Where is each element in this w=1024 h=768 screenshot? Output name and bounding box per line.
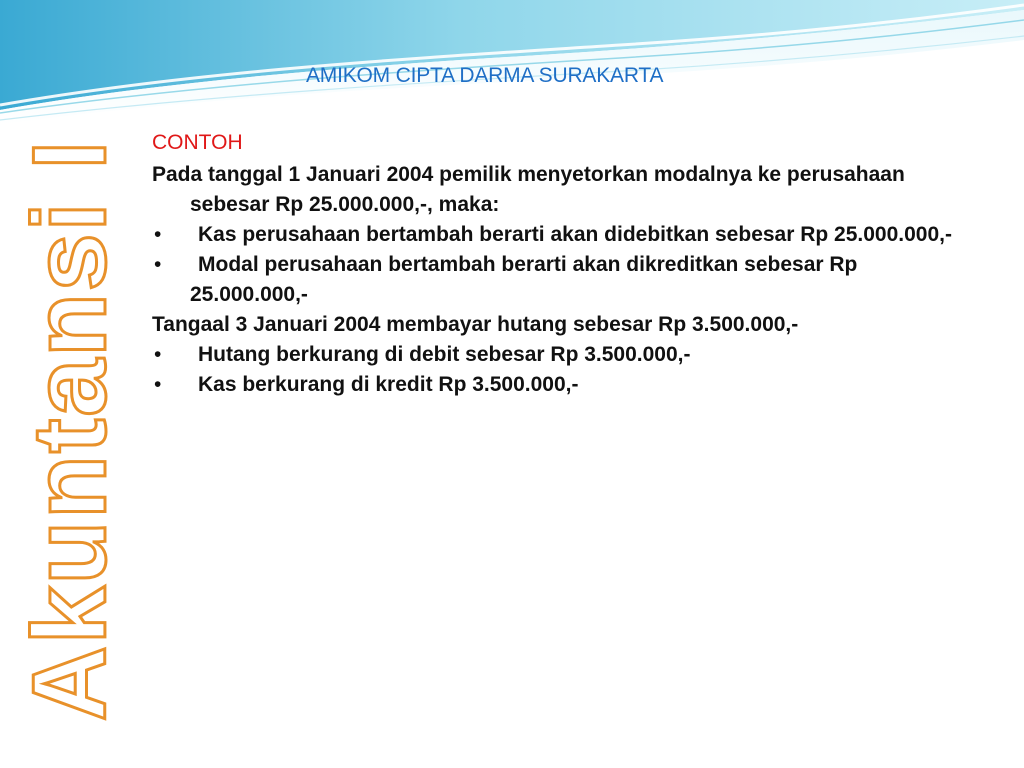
side-title-vertical: [12, 115, 128, 745]
bullet-item: [152, 220, 972, 250]
paragraph-1: Pada tanggal 1 Januari 2004 pemilik menyetorkan modalnya ke perusahaan sebesar Rp 25.000.000,-, maka:: [152, 163, 905, 216]
header-title: AMIKOM CIPTA DARMA SURAKARTA: [306, 64, 664, 87]
bullet-text: Kas perusahaan bertambah berarti akan didebitkan sebesar Rp 25.000.000,-: [198, 223, 952, 246]
bullet-dot: •: [154, 253, 162, 276]
bullet-item: [152, 370, 972, 400]
bullet-text: Kas berkurang di kredit Rp 3.500.000,-: [198, 373, 579, 396]
bullet-dot: •: [154, 343, 162, 366]
bullet-item: [152, 340, 972, 370]
bullet-dot: •: [154, 223, 162, 246]
bullet-text: Hutang berkurang di debit sebesar Rp 3.500.000,-: [198, 343, 691, 366]
content-body: [152, 128, 972, 400]
bullet-text: Modal perusahaan bertambah berarti akan dikreditkan sebesar Rp 25.000.000,-: [190, 253, 858, 306]
bullet-dot: •: [154, 373, 162, 396]
paragraph-2: Tangaal 3 Januari 2004 membayar hutang sebesar Rp 3.500.000,-: [152, 313, 799, 336]
side-title-text: Akuntansi I: [12, 138, 128, 722]
content-heading: CONTOH: [152, 131, 243, 154]
bullet-item: [152, 250, 972, 310]
